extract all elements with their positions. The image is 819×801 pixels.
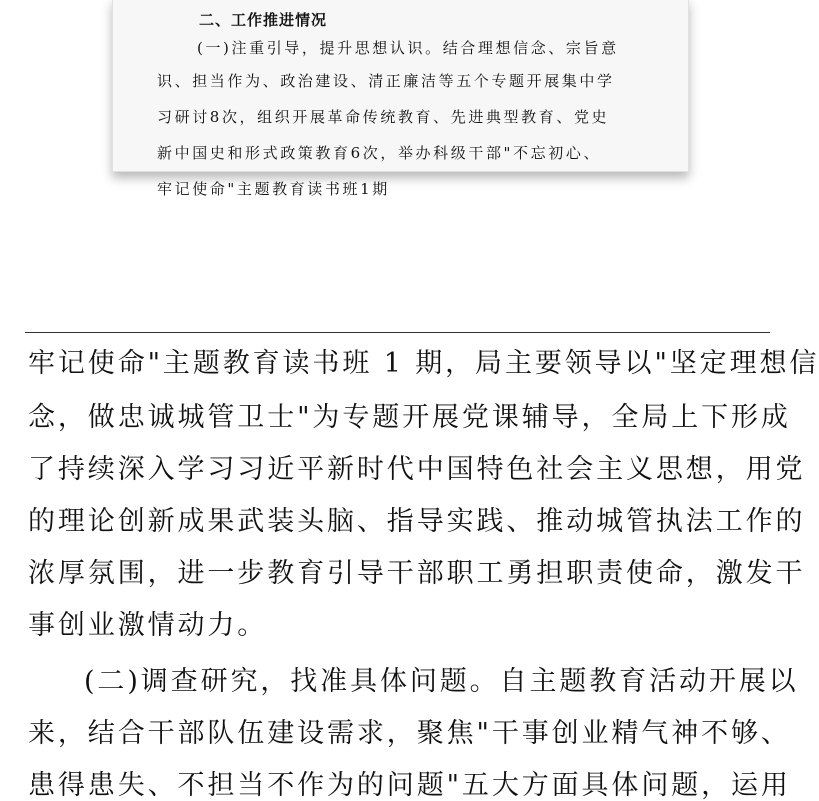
body-line: 了持续深入学习习近平新时代中国特色社会主义思想，用党 (28, 454, 806, 485)
body-line: 事创业激情动力。 (28, 610, 268, 641)
body-line: 念，做忠诚城管卫士"为专题开展党课辅导，全局上下形成 (28, 402, 791, 433)
body-line: 来，结合干部队伍建设需求，聚焦"干事创业精气神不够、 (28, 718, 791, 749)
preview-paragraph-line: (一)注重引导，提升思想认识。结合理想信念、宗旨意 (197, 39, 619, 57)
page-preview-card (112, 0, 689, 198)
section-heading: 二、工作推进情况 (199, 11, 328, 29)
preview-paragraph-line: 习研讨8次，组织开展革命传统教育、先进典型教育、党史 (157, 108, 610, 126)
body-line: 患得患失、不担当不作为的问题"五大方面具体问题，运用 (28, 770, 791, 801)
body-line: 的理论创新成果武装头脑、指导实践、推动城管执法工作的 (28, 506, 806, 537)
preview-paragraph-line: 新中国史和形式政策教育6次，举办科级干部"不忘初心、 (157, 144, 602, 162)
body-line: 浓厚氛围，进一步教育引导干部职工勇担职责使命，激发干 (28, 558, 806, 589)
paragraph-start-line: (二)调查研究，找准具体问题。自主题教育活动开展以 (84, 666, 799, 697)
preview-paragraph-line: 牢记使命"主题教育读书班1期 (157, 180, 390, 198)
body-line: 牢记使命"主题教育读书班 1 期，局主要领导以"坚定理想信 (28, 348, 819, 379)
preview-paragraph-line: 识、担当作为、政治建设、清正廉洁等五个专题开展集中学 (157, 72, 615, 90)
section-divider (25, 332, 770, 333)
